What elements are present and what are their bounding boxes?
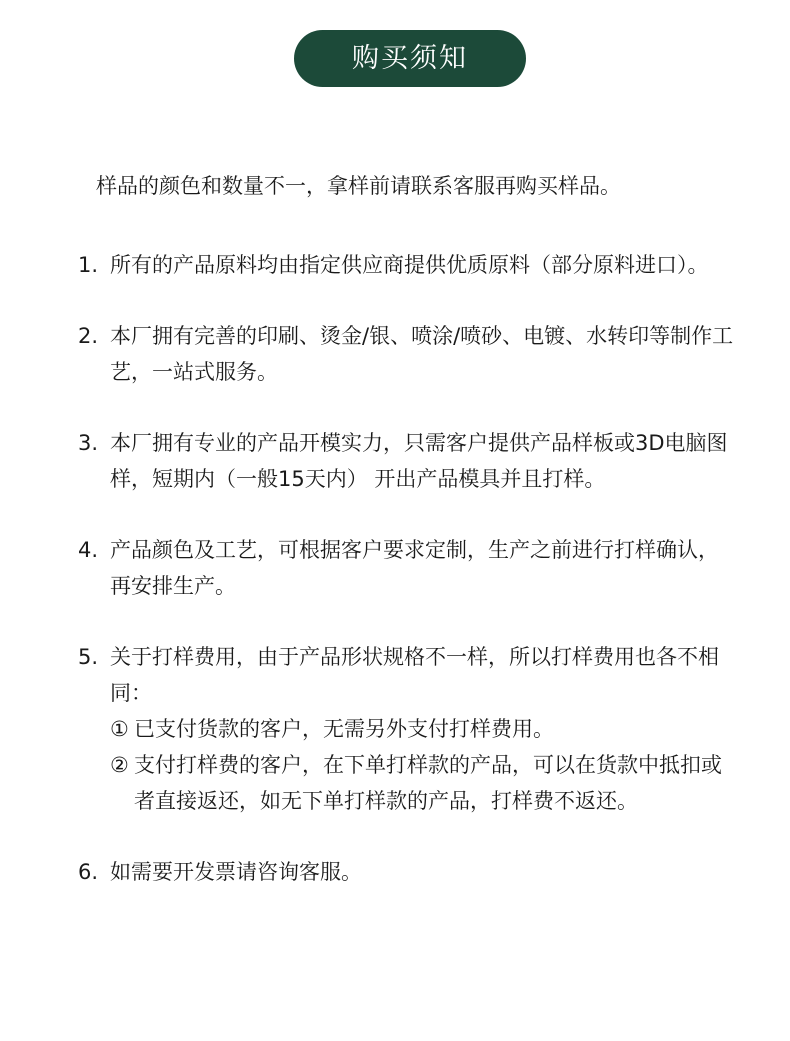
page-title: 购买须知 <box>352 43 468 74</box>
item-text: 所有的产品原料均由指定供应商提供优质原料（部分原料进口）。 <box>110 253 709 277</box>
sub-item <box>110 747 738 819</box>
notice-list <box>78 247 738 925</box>
item-body <box>110 639 738 819</box>
sub-item-marker: ① <box>110 717 129 741</box>
item-number: 1. <box>78 253 99 277</box>
page-title-badge <box>294 30 526 87</box>
sub-item-marker: ② <box>110 753 129 777</box>
item-text: 本厂拥有完善的印刷、烫金/银、喷涂/喷砂、电镀、水转印等制作工艺，一站式服务。 <box>110 324 734 384</box>
item-number: 5. <box>78 645 99 669</box>
item-text: 本厂拥有专业的产品开模实力，只需客户提供产品样板或3D电脑图样，短期内（一般15天内） 开出产品模具并且打样。 <box>110 431 728 491</box>
sub-item-text: 已支付货款的客户，无需另外支付打样费用。 <box>134 717 554 741</box>
list-item <box>78 318 738 390</box>
item-number: 4. <box>78 538 99 562</box>
list-item <box>78 532 738 604</box>
item-text: 如需要开发票请咨询客服。 <box>110 860 362 884</box>
sub-item-text: 支付打样费的客户，在下单打样款的产品，可以在货款中抵扣或者直接返还，如无下单打样款的产品，打样费不返还。 <box>134 753 722 813</box>
item-text: 产品颜色及工艺，可根据客户要求定制，生产之前进行打样确认，再安排生产。 <box>110 538 719 598</box>
sub-item <box>110 711 738 747</box>
item-number: 3. <box>78 431 99 455</box>
list-item <box>78 639 738 819</box>
item-text: 关于打样费用，由于产品形状规格不一样，所以打样费用也各不相同： <box>110 645 719 705</box>
list-item <box>78 247 738 283</box>
intro-text: 样品的颜色和数量不一，拿样前请联系客服再购买样品。 <box>96 174 621 198</box>
list-item <box>78 854 738 890</box>
list-item <box>78 425 738 497</box>
item-number: 2. <box>78 324 99 348</box>
item-number: 6. <box>78 860 99 884</box>
